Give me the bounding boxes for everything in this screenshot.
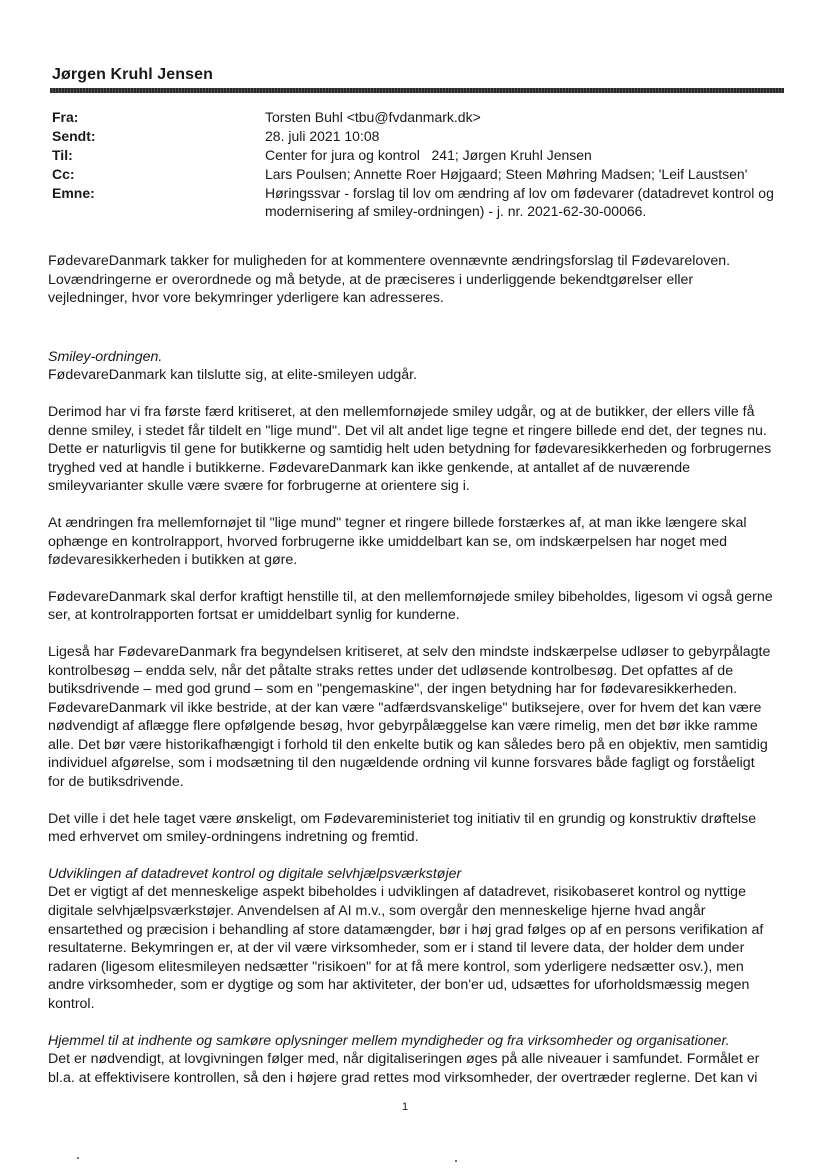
- header-row-subject: [52, 184, 792, 220]
- header-label: Cc:: [52, 166, 75, 182]
- header-label: Fra:: [52, 109, 79, 125]
- header-rule: [50, 88, 784, 93]
- smiley-paragraph-6: Det ville i det hele taget være ønskeligt, om Fødevareministeriet tog initiativ til en grundig og konstruktiv drøftelse med erhvervet om smiley-ordningens indretning og fremtid.: [48, 810, 757, 846]
- sender-name: Jørgen Kruhl Jensen: [52, 66, 214, 83]
- header-value-from: Torsten Buhl <tbu@fvdanmark.dk>: [265, 109, 481, 125]
- header-label: Emne:: [52, 185, 95, 201]
- header-row-from: [52, 108, 792, 127]
- scan-speck: [77, 1157, 79, 1159]
- intro-paragraph: FødevareDanmark takker for muligheden for at kommentere ovennævnte ændringsforslag til Fødevareloven. Lovændringerne er overordnede og må betyde, at de præciseres i underliggende bekendtgørelser eller vejledninger, hvor vore bekymringer yderligere kan adresseres.: [48, 253, 731, 307]
- data-control-heading: Udviklingen af datadrevet kontrol og digitale selvhjælpsværkstøjer: [48, 865, 462, 882]
- smiley-paragraph-2: Derimod har vi fra første færd kritiseret, at den mellemfornøjede smiley udgår, og at de butikker, der ellers ville få denne smiley, i stedet får tildelt en "lige mund". Det vil alt andet lige tegne et ringere billede end det, der tegnes nu. Dette er naturligvis til gene for butikkerne og samtidig helt uden betydning for fødevaresikkerheden og forbrugernes tryghed ved at handle i butikkerne. FødevareDanmark kan ikke genkende, at antallet af de nuværende smileyvarianter skulle være svære for forbrugerne at orientere sig i.: [48, 403, 772, 495]
- smiley-paragraph-4: FødevareDanmark skal derfor kraftigt henstille til, at den mellemfornøjede smiley bibeholdes, ligesom vi også gerne ser, at kontrolrapporten fortsat er umiddelbart synlig for kunderne.: [48, 588, 773, 624]
- header-row-sent: [52, 127, 792, 146]
- header-value-cc: Lars Poulsen; Annette Roer Højgaard; Steen Møhring Madsen; 'Leif Laustsen': [265, 166, 748, 182]
- header-row-cc: [52, 165, 792, 184]
- header-value-sent: 28. juli 2021 10:08: [265, 128, 380, 144]
- header-value-subject: Høringssvar - forslag til lov om ændring af lov om fødevarer (datadrevet kontrol og modernisering af smiley-ordningen) - j. nr. 2021-62-30-00066.: [265, 185, 774, 219]
- header-value-to: Center for jura og kontrol 241; Jørgen Kruhl Jensen: [265, 147, 592, 163]
- letter-body: [48, 252, 773, 1087]
- hjemmel-heading: Hjemmel til at indhente og samkøre oplysninger mellem myndigheder og fra virksomheder og organisationer.: [48, 1032, 730, 1049]
- smiley-heading: Smiley-ordningen.: [48, 348, 163, 365]
- smiley-paragraph-3: At ændringen fra mellemfornøjet til "lige mund" tegner et ringere billede forstærkes af, at man ikke længere skal ophænge en kontrolrapport, hvorved forbrugerne ikke umiddelbart kan se, om indskærpelsen har noget med fødevaresikkerheden i butikken at gøre.: [48, 514, 747, 569]
- smiley-paragraph-1: FødevareDanmark kan tilslutte sig, at elite-smileyen udgår.: [48, 367, 418, 384]
- header-label: Sendt:: [52, 128, 96, 144]
- smiley-paragraph-5: Ligeså har FødevareDanmark fra begyndelsen kritiseret, at selv den mindste indskærpelse udløser to gebyrpålagte kontrolbesøg – endda selv, når det påtalte straks rettes under det udløsende kontrolbesøg. Det opfattes af de butiksdrivende – med god grund – som en "pengemaskine", der ingen betydning har for fødevaresikkerheden. FødevareDanmark vil ikke bestride, at der kan være "adfærdsvanskelige" butiksejere, over for hvem det kan være nødvendigt af aflægge flere opfølgende besøg, hvor gebyrpålæggelse kan være rimelig, men det bør ikke ramme alle. Det bør være historikafhængigt i forhold til den enkelte butik og kan således bero på en objektiv, men samtidig individuel afgørelse, som i modsætning til den nugældende ordning vil kunne forsvares både fagligt og forståeligt for de butiksdrivende.: [48, 643, 771, 791]
- email-headers: [52, 108, 792, 220]
- data-control-paragraph: Det er vigtigt af det menneskelige aspekt bibeholdes i udviklingen af datadrevet, risikobaseret kontrol og nyttige digitale selvhjælpsværkstøjer. Anvendelsen af AI m.v., som overgår den menneskelige hjerne hvad angår ensartethed og præcision i behandling af store datamængder, bør i høj grad følges op af en persons verifikation af resultaterne. Bekymringen er, at der vil være virksomheder, som er i stand til levere data, der holder dem under radaren (ligesom elitesmileyen nedsætter "risikoen" for at få mere kontrol, som yderligere nedsætter osv.), men andre virksomheder, som er dygtige og som har aktiviteter, der bon'er ud, udsættes for uforholdsmæssig megen kontrol.: [48, 884, 764, 1012]
- header-row-to: [52, 146, 792, 165]
- page-number: 1: [402, 1101, 409, 1113]
- header-label: Til:: [52, 147, 73, 163]
- scan-speck: [455, 1160, 457, 1162]
- hjemmel-paragraph: Det er nødvendigt, at lovgivningen følger med, når digitaliseringen øges på alle niveauer i samfundet. Formålet er bl.a. at effektivisere kontrollen, så den i højere grad rettes mod virksomheder, der overtræder reglerne. Det kan vi: [48, 1051, 760, 1086]
